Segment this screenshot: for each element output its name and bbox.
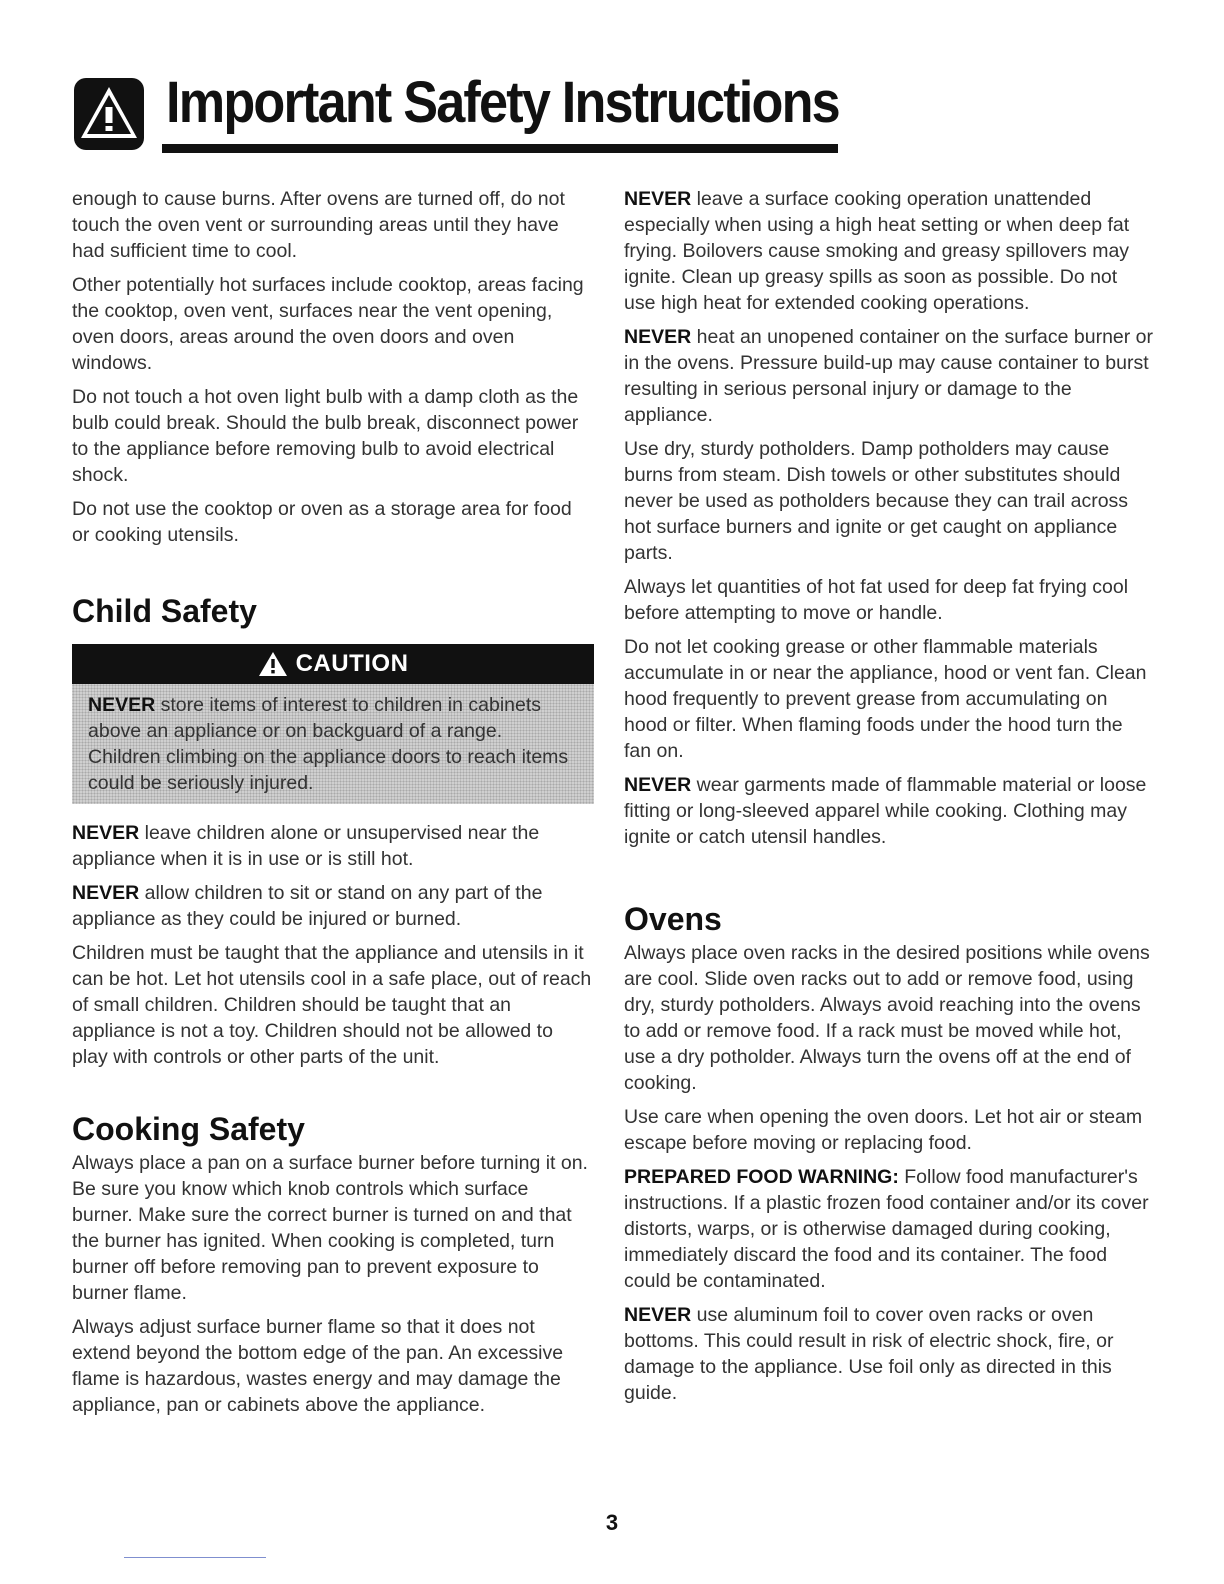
paragraph-text: leave a surface cooking operation unattended especially when using a high heat setting or when deep fat frying. Boilovers cause smoking and greasy spillovers may ignite. Clean up greasy spills as soon as possible. Do not use high heat for extended cooking operations. <box>624 188 1130 314</box>
paragraph: Other potentially hot surfaces include cooktop, areas facing the cooktop, oven vent, surfaces near the vent opening, oven doors, areas around the oven doors and oven windows. <box>72 274 584 374</box>
section-heading-ovens: Ovens <box>624 901 722 937</box>
paragraph <box>624 1302 1154 1406</box>
paragraph <box>72 880 594 932</box>
paragraph: Always place a pan on a surface burner before turning it on. Be sure you know which knob controls which surface burner. Make sure the correct burner is turned on and that the burner has ignited. When cooking is completed, turn burner off before removing pan to prevent exposure to burner flame. <box>72 1152 588 1304</box>
emphasis-never: NEVER <box>624 188 692 210</box>
caution-header <box>72 644 594 684</box>
caution-body-text: store items of interest to children in cabinets above an appliance or on backguard of a range. Children climbing on the appliance doors to reach items could be seriously injured. <box>88 694 569 794</box>
paragraph-text: allow children to sit or stand on any part of the appliance as they could be injured or burned. <box>72 882 543 930</box>
paragraph <box>72 820 594 872</box>
page-header <box>74 66 839 156</box>
page-number: 3 <box>605 1510 619 1535</box>
title-underline <box>162 144 838 153</box>
paragraph <box>72 940 594 1070</box>
page-title: Important Safety Instructions <box>166 70 839 135</box>
caution-box <box>72 644 594 804</box>
paragraph-text: Use dry, sturdy potholders. Damp potholders may cause burns from steam. Dish towels or other substitutes should never be used as potholders because they can trail across hot surface burners and ignite or get caught on appliance parts. <box>624 438 1129 564</box>
paragraph <box>624 940 1154 1096</box>
paragraph <box>624 1104 1154 1156</box>
emphasis-never: NEVER <box>624 1304 692 1326</box>
emphasis-never: NEVER <box>72 822 140 844</box>
caution-triangle-icon <box>258 651 288 677</box>
paragraph-text: wear garments made of flammable material or loose fitting or long-sleeved apparel while cooking. Clothing may ignite or catch utensil handles. <box>624 774 1147 848</box>
section-heading-cooking-safety: Cooking Safety <box>72 1111 305 1147</box>
paragraph: Do not use the cooktop or oven as a storage area for food or cooking utensils. <box>72 498 572 546</box>
paragraph-text: Always let quantities of hot fat used for deep fat frying cool before attempting to move or handle. <box>624 576 1129 624</box>
emphasis-never: NEVER <box>624 326 692 348</box>
footer-rule <box>124 1557 266 1558</box>
emphasis-prepared-food-warning: PREPARED FOOD WARNING: <box>624 1166 899 1188</box>
section-heading-child-safety: Child Safety <box>72 593 257 629</box>
paragraph <box>624 574 1154 626</box>
warning-triangle-icon <box>74 78 144 150</box>
paragraph-text: heat an unopened container on the surface burner or in the ovens. Pressure build-up may cause container to burst resulting in serious personal injury or damage to the appliance. <box>624 326 1154 426</box>
paragraph <box>624 1164 1154 1294</box>
right-column <box>624 186 1154 1414</box>
paragraph-text: use aluminum foil to cover oven racks or oven bottoms. This could result in risk of electric shock, fire, or damage to the appliance. Use foil only as directed in this guide. <box>624 1304 1114 1404</box>
emphasis-never: NEVER <box>624 774 692 796</box>
caution-text <box>72 684 594 804</box>
paragraph-text: Do not let cooking grease or other flammable materials accumulate in or near the appliance, hood or vent fan. Clean hood frequently to prevent grease from accumulating on hood or filter. When flaming foods under the hood turn the fan on. <box>624 636 1147 762</box>
left-column <box>72 186 594 1426</box>
paragraph-text: Always place oven racks in the desired positions while ovens are cool. Slide oven racks out to add or remove food, using dry, sturdy potholders. Always avoid reaching into the ovens to add or remove food. If a rack must be moved while hot, use a dry potholder. Always turn the ovens off at the end of cooking. <box>624 942 1150 1094</box>
emphasis-never: NEVER <box>88 694 156 716</box>
paragraph <box>624 324 1154 428</box>
paragraph <box>624 772 1154 850</box>
caution-label: CAUTION <box>295 650 409 677</box>
paragraph-text: leave children alone or unsupervised near the appliance when it is in use or is still hot. <box>72 822 540 870</box>
emphasis-never: NEVER <box>72 882 140 904</box>
paragraph-text: Follow food manufacturer's instructions. If a plastic frozen food container and/or its cover distorts, warps, or is otherwise damaged during cooking, immediately discard the food and its container. The food could be contaminated. <box>624 1166 1149 1292</box>
paragraph: Always adjust surface burner flame so that it does not extend beyond the bottom edge of the pan. An excessive flame is hazardous, wastes energy and may damage the appliance, pan or cabinets above the appliance. <box>72 1316 564 1416</box>
paragraph: enough to cause burns. After ovens are turned off, do not touch the oven vent or surrounding areas until they have had sufficient time to cool. <box>72 188 565 262</box>
paragraph <box>624 436 1154 566</box>
paragraph-text: Children must be taught that the appliance and utensils in it can be hot. Let hot utensils cool in a safe place, out of reach of small children. Children should be taught that an appliance is not a toy. Children should not be allowed to play with controls or other parts of the unit. <box>72 942 592 1068</box>
paragraph-text: Use care when opening the oven doors. Let hot air or steam escape before moving or replacing food. <box>624 1106 1143 1154</box>
paragraph <box>624 634 1154 764</box>
paragraph <box>624 186 1154 316</box>
paragraph: Do not touch a hot oven light bulb with a damp cloth as the bulb could break. Should the bulb break, disconnect power to the appliance before removing bulb to avoid electrical shock. <box>72 386 579 486</box>
